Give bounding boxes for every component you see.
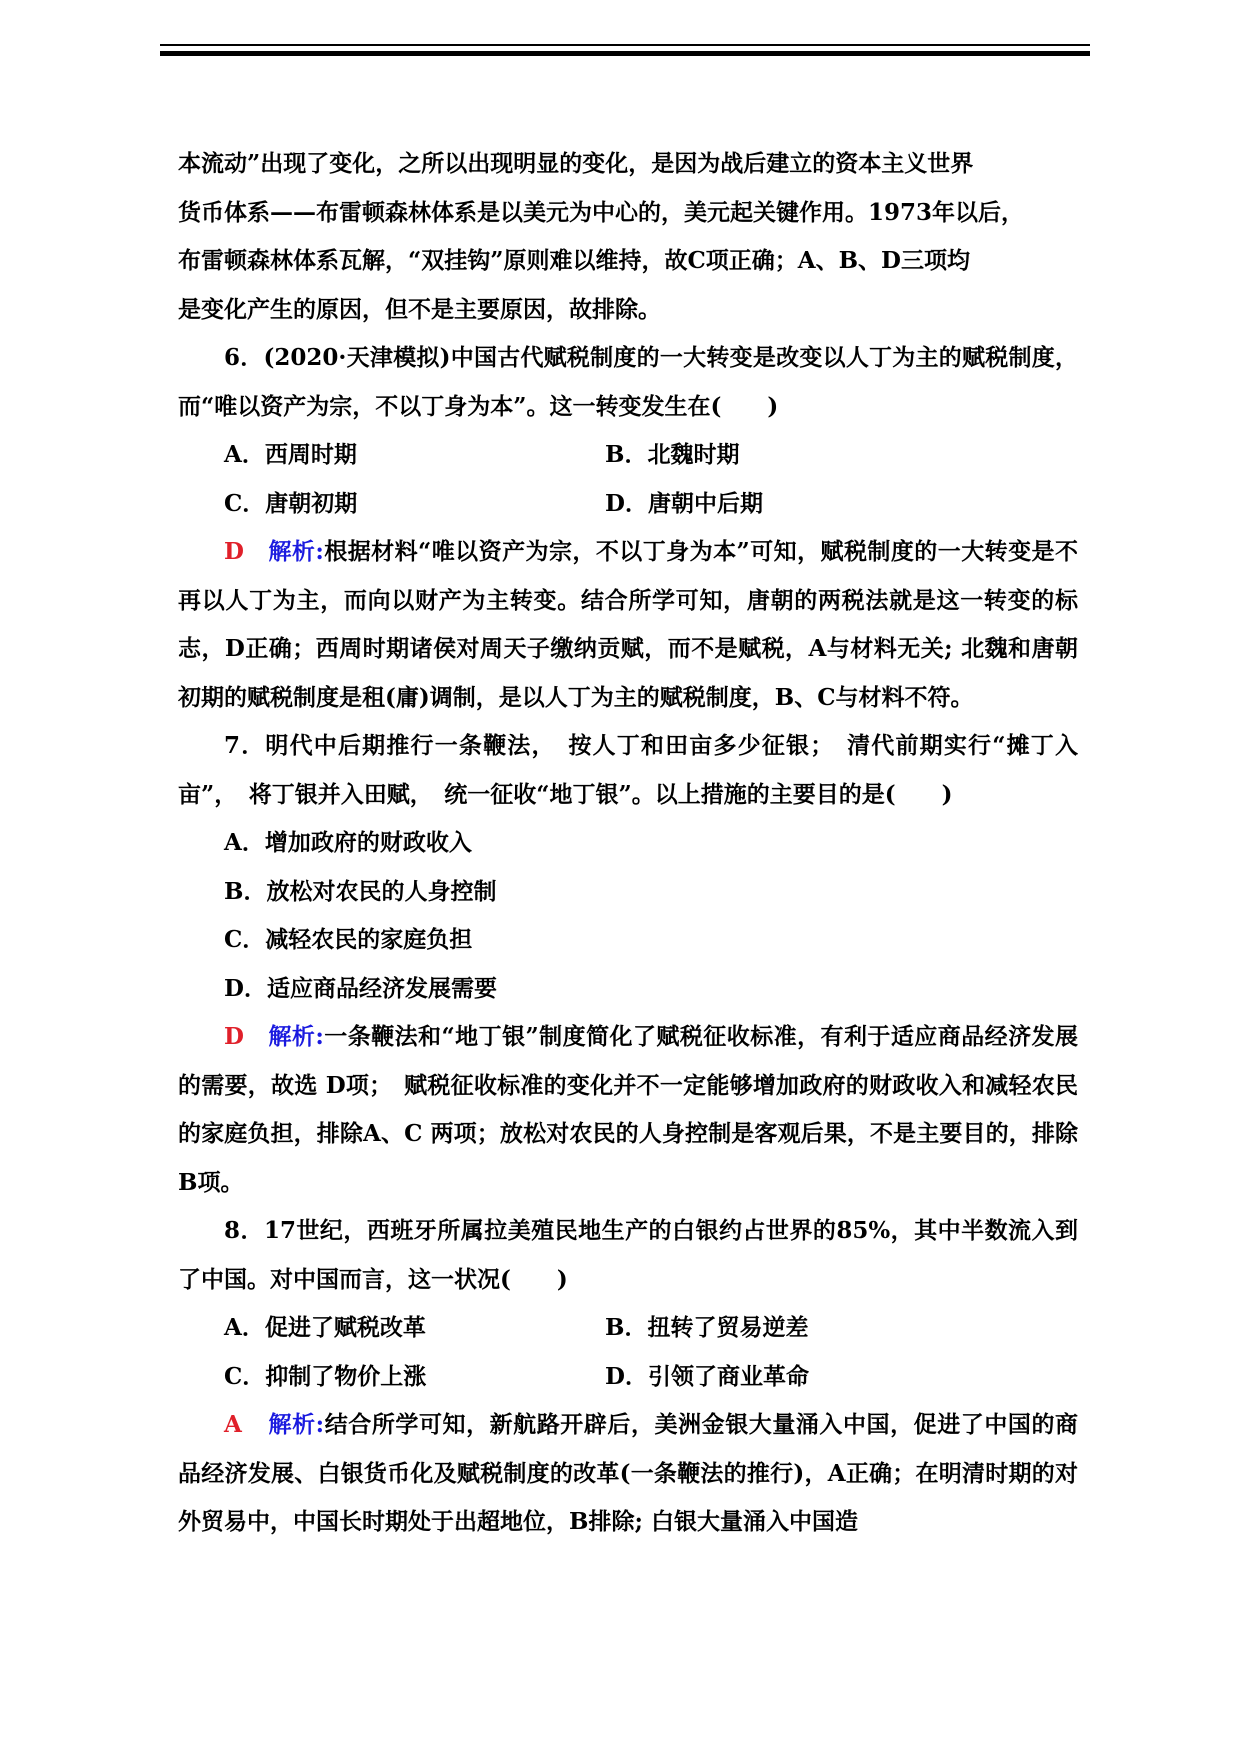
question-6-stem: 6．(2020·天津模拟)中国古代赋税制度的一大转变是改变以人丁为主的赋税制度，而“唯以资产为宗，不以丁身为本”。这一转变发生在( ): [178, 344, 1078, 420]
answer-label: 解析:: [268, 538, 324, 565]
option-b: B．放松对农民的人身控制: [224, 877, 497, 905]
answer-text: 结合所学可知，新航路开辟后，美洲金银大量涌入中国，促进了中国的商品经济发展、白银货币化及赋税制度的改革(一条鞭法的推行)，A正确；在明清时期的对外贸易中，中国长时期处于出超地位，B排除; 白银大量涌入中国造: [178, 1411, 1079, 1535]
question-6-answer: [178, 528, 1078, 722]
question-8-options-row-2: [178, 1353, 1078, 1402]
option-d: D．唐朝中后期: [605, 489, 763, 517]
option-a: A．增加政府的财政收入: [224, 829, 472, 856]
header-rule-thick: [160, 51, 1090, 56]
intro-line: 是变化产生的原因，但不是主要原因，故排除。: [178, 295, 661, 323]
question-6-options-row-2: [178, 480, 1078, 529]
option-d: D．适应商品经济发展需要: [224, 974, 497, 1002]
option-c: C．减轻农民的家庭负担: [224, 926, 473, 953]
question-8-options-row-1: [178, 1304, 1078, 1353]
option-c: C．抑制了物价上涨: [224, 1362, 427, 1390]
option-b: B．北魏时期: [605, 441, 740, 468]
question-8-stem: 8．17世纪，西班牙所属拉美殖民地生产的白银约占世界的85%，其中半数流入到了中国。对中国而言，这一状况( ): [178, 1217, 1078, 1293]
intro-line: 布雷顿森林体系瓦解，“双挂钩”原则难以维持，故C项正确；A、B、D三项均: [178, 247, 970, 274]
question-6-options-row-1: [178, 431, 1078, 480]
intro-line: 货币体系——布雷顿森林体系是以美元为中心的，美元起关键作用。1973年以后，: [178, 198, 1025, 226]
option-a: A．西周时期: [224, 441, 357, 468]
option-d: D．引领了商业革命: [605, 1362, 809, 1390]
answer-label: 解析:: [268, 1023, 324, 1050]
document-body: [178, 140, 1078, 1547]
option-a: A．促进了赋税改革: [224, 1314, 426, 1341]
intro-line: 本流动”出现了变化，之所以出现明显的变化，是因为战后建立的资本主义世界: [178, 150, 974, 177]
answer-letter: A: [224, 1411, 242, 1438]
answer-text: 一条鞭法和“地丁银”制度简化了赋税征收标准，有利于适应商品经济发展的需要，故选 D项； 赋税征收标准的变化并不一定能够增加政府的财政收入和减轻农民的家庭负担，排除A、C 两项；放松对农民的人身控制是客观后果，不是主要目的，排除B项。: [178, 1023, 1078, 1196]
option-b: B．扭转了贸易逆差: [605, 1314, 809, 1341]
question-8-answer: [178, 1401, 1078, 1547]
answer-letter: D: [224, 538, 244, 565]
header-rule-thin: [160, 44, 1090, 46]
answer-text: 根据材料“唯以资产为宗，不以丁身为本”可知，赋税制度的一大转变是不再以人丁为主，而向以财产为主转变。结合所学可知，唐朝的两税法就是这一转变的标志，D正确；西周时期诸侯对周天子缴纳贡赋，而不是赋税，A与材料无关; 北魏和唐朝初期的赋税制度是租(庸)调制，是以人丁为主的赋税制度，B、C与材料不符。: [178, 538, 1078, 711]
answer-letter: D: [224, 1023, 244, 1050]
option-c: C．唐朝初期: [224, 489, 358, 517]
question-7-answer: [178, 1013, 1078, 1207]
question-7-stem: 7．明代中后期推行一条鞭法， 按人丁和田亩多少征银； 清代前期实行“摊丁入亩”， 将丁银并入田赋， 统一征收“地丁银”。以上措施的主要目的是( ): [178, 732, 1078, 808]
answer-label: 解析:: [268, 1411, 325, 1438]
intro-paragraph: [178, 140, 1078, 334]
